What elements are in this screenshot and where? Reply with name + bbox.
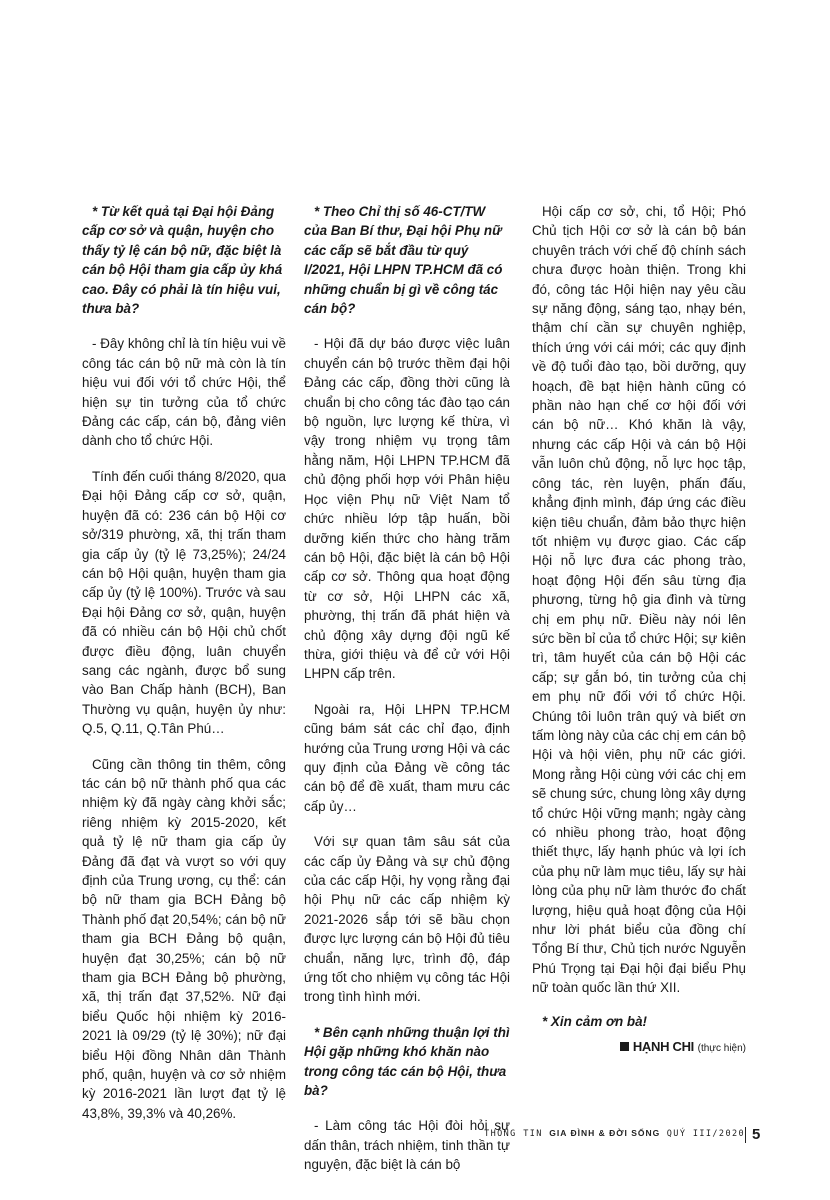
author-role: (thực hiện) [697, 1043, 746, 1055]
author-signature [532, 1037, 746, 1058]
column-1 [82, 202, 286, 1123]
answer-2-para-3: Với sự quan tâm sâu sát của các cấp ủy Đảng và sự chủ động của các cấp Hội, hy vọng rằng đại hội Phụ nữ các cấp nhiệm kỳ 2021-2026 sắp tới sẽ bầu chọn được lực lượng cán bộ Hội đủ tiêu chuẩn, năng lực, trình độ, đáp ứng tốt cho nhiệm vụ công tác Hội trong tình hình mới. [304, 834, 510, 1005]
answer-1-para-1: - Đây không chỉ là tín hiệu vui về công tác cán bộ nữ mà còn là tín hiệu vui đối với tổ chức Hội, thể hiện sự tin tưởng của tổ chức Đảng các cấp, cán bộ, đảng viên dành cho tổ chức Hội. [82, 336, 286, 449]
square-bullet-icon [620, 1042, 629, 1051]
footer-issue: QUÝ III/2020 [666, 1129, 745, 1139]
column-2 [304, 202, 510, 1175]
column-3 [532, 202, 746, 1058]
question-1: * Từ kết quả tại Đại hội Đảng cấp cơ sở và quận, huyện cho thấy tỷ lệ cán bộ nữ, đặc biệt là cán bộ Hội tham gia cấp ủy khá cao. Đây có phải là tín hiệu vui, thưa bà? [82, 204, 283, 317]
footer-label: THÔNG TIN [484, 1129, 543, 1139]
footer-brand: GIA ĐÌNH & ĐỜI SỐNG [549, 1128, 661, 1138]
answer-2-para-1: - Hội đã dự báo được việc luân chuyển cán bộ trước thềm đại hội Đảng các cấp, đồng thời cũng là chuẩn bị cho công tác đào tạo cán bộ nguồn, lực lượng kế thừa, vì vậy trong nhiệm vụ trọng tâm hằng năm, Hội LHPN TP.HCM đã chủ động phối hợp với Phân hiệu Học viện Phụ nữ Việt Nam tổ chức nhiều lớp tập huấn, bồi dưỡng kiến thức cho hàng trăm cán bộ Hội, đặc biệt là cán bộ Hội cấp cơ sở. Thông qua hoạt động từ cơ sở, Hội LHPN các xã, phường, thị trấn đã phát hiện và chủ động xây dựng đội ngũ kế thừa, giới thiệu và để cử với Hội LHPN cấp trên. [304, 336, 510, 682]
footer-divider [745, 1127, 746, 1143]
question-3: * Bên cạnh những thuận lợi thì Hội gặp những khó khăn nào trong công tác cán bộ Hội, thưa bà? [304, 1024, 510, 1099]
closing-thanks: * Xin cảm ơn bà! [542, 1013, 647, 1029]
answer-2-para-2: Ngoài ra, Hội LHPN TP.HCM cũng bám sát các chỉ đạo, định hướng của Trung ương Hội và các quy định của Đảng về công tác cán bộ để đề xuất, tham mưu các cấp ủy… [304, 701, 510, 814]
page-number: 5 [752, 1126, 761, 1143]
answer-3-para-1: - Làm công tác Hội đòi hỏi sự dấn thân, trách nhiệm, tinh thần tự nguyện, đặc biệt là cán bộ [304, 1118, 510, 1173]
answer-1-para-2: Tính đến cuối tháng 8/2020, qua Đại hội Đảng cấp cơ sở, quận, huyện đã có: 236 cán bộ Hội cơ sở/319 phường, xã, thị trấn tham gia cấp ủy (tỷ lệ 73,25%); 24/24 cán bộ Hội quận, huyện tham gia cấp ủy (tỷ lệ 100%). Trước và sau Đại hội Đảng cơ sở, quận, huyện đã có nhiều cán bộ Hội chủ chốt được điều động, luân chuyển sang các ngành, được bổ sung vào Ban Chấp hành (BCH), Ban Thường vụ quận, huyện ủy như: Q.5, Q.11, Q.Tân Phú… [82, 468, 286, 737]
author-name: HẠNH CHI [632, 1039, 694, 1055]
answer-3-para-2: Hội cấp cơ sở, chi, tổ Hội; Phó Chủ tịch Hội cơ sở là cán bộ bán chuyên trách với chế độ chính sách chưa được hoàn thiện. Trong khi đó, công tác Hội hiện nay yêu cầu sự năng động, sáng tạo, nhạy bén, thậm chí cần sự chuyên nghiệp, thích ứng với cái mới; các quy định về độ tuổi đào tạo, bồi dưỡng, quy hoạch, đề bạt hiện hành cũng có phần nào hạn chế cơ hội đối với cán bộ nữ… Khó khăn là vậy, nhưng các cấp Hội và cán bộ Hội vẫn luôn chủ động, nỗ lực học tập, công tác, rèn luyện, phấn đấu, khẳng định mình, đáp ứng các điều kiện tiêu chuẩn, đảm bảo thực hiện tốt nhiệm vụ được giao. Các cấp Hội nỗ lực đưa các phong trào, hoạt động Hội đến sâu từng địa phương, từng hộ gia đình và từng chị em phụ nữ. Điều này nói lên sức bền bỉ của tổ chức Hội; sự kiên trì, tâm huyết của cán bộ Hội các cấp; sự gắn bó, tin tưởng của chị em phụ nữ đối với tổ chức Hội. Chúng tôi luôn trân quý và biết ơn tấm lòng này của các chị em cán bộ Hội và hội viên, phụ nữ các giới. Mong rằng Hội cùng với các chị em sẽ chung sức, chung lòng xây dựng tổ chức Hội vững mạnh; ngày càng có nhiều phong trào, hoạt động thiết thực, lấy hạnh phúc và lợi ích của phụ nữ làm mục tiêu, lấy sự hài lòng của phụ nữ làm thước đo chất lượng, hiệu quả hoạt động của Hội như lời phát biểu của đồng chí Tổng Bí thư, Chủ tịch nước Nguyễn Phú Trọng tại Đại hội đại biểu Phụ nữ toàn quốc lần thứ XII. [532, 204, 746, 996]
page-footer [0, 1128, 745, 1139]
answer-1-para-3: Cũng cần thông tin thêm, công tác cán bộ nữ thành phố qua các nhiệm kỳ đã ngày càng khởi sắc; riêng nhiệm kỳ 2015-2020, kết quả tỷ lệ nữ tham gia cấp ủy Đảng đã đạt và vượt so với quy định của Trung ương, cụ thể: cán bộ nữ tham gia BCH Đảng bộ Thành phố đạt 20,54%; cán bộ nữ tham gia BCH Đảng bộ quận, huyện đạt 30,25%; cán bộ nữ tham gia BCH Đảng bộ phường, xã, thị trấn đạt 37,52%. Nữ đại biểu Quốc hội nhiệm kỳ 2016-2021 là 09/29 (tỷ lệ 30%); nữ đại biểu Hội đồng Nhân dân Thành phố, quận, huyện và cơ sở nhiệm kỳ 2016-2021 lần lượt đạt tỷ lệ 43,8%, 39,3% và 40,26%. [82, 756, 286, 1121]
question-2: * Theo Chỉ thị số 46-CT/TW của Ban Bí thư, Đại hội Phụ nữ các cấp sẽ bắt đầu từ quý I/2021, Hội LHPN TP.HCM đã có những chuẩn bị gì về công tác cán bộ? [304, 204, 503, 317]
